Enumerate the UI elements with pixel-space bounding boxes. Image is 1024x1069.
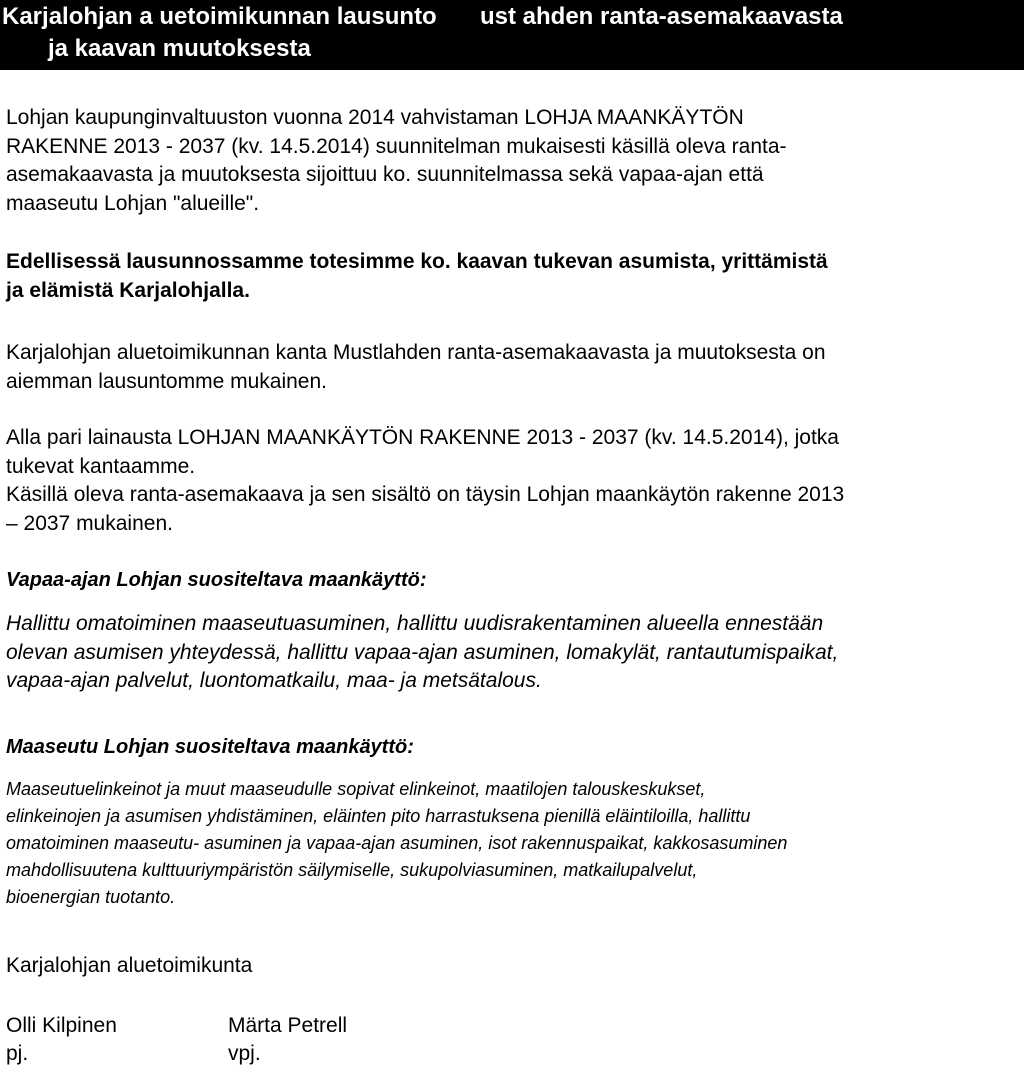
signer2-name: Märta Petrell xyxy=(228,1014,348,1037)
heading-rural-land-use: Maaseutu Lohjan suositeltava maankäyttö: xyxy=(6,736,414,758)
title-block xyxy=(0,0,1024,70)
heading-leisure-land-use: Vapaa-ajan Lohjan suositeltava maankäyttö: xyxy=(6,569,427,591)
paragraph-quotes-intro: Alla pari lainausta LOHJAN MAANKÄYTÖN RAKENNE 2013 - 2037 (kv. 14.5.2014), jotka tukevat kantaamme. Käsillä oleva ranta-asemakaava ja sen sisältö on täysin Lohjan maankäytön rakenne 2013 – 2037 mukainen. xyxy=(6,426,845,535)
paragraph-previous-statement: Edellisessä lausunnossamme totesimme ko. kaavan tukevan asumista, yrittämistä ja elämistä Karjalohjalla. xyxy=(6,250,828,302)
document-title-line1-right: ust ahden ranta-asemakaavasta xyxy=(480,3,843,30)
document-title-line1: Karjalohjan a uetoimikunnan lausunto xyxy=(2,3,437,30)
signer1-role: pj. xyxy=(6,1042,29,1065)
signer2-role: vpj. xyxy=(228,1042,261,1065)
signature-organization: Karjalohjan aluetoimikunta xyxy=(6,954,253,977)
quote-leisure-land-use: Hallittu omatoiminen maaseutuasuminen, hallittu uudisrakentaminen alueella ennestään olevan asumisen yhteydessä, hallittu vapaa-ajan asuminen, lomakylät, rantautumispaikat, vapaa-ajan palvelut, luontomatkailu, maa- ja metsätalous. xyxy=(6,612,839,692)
document-title-line2: ja kaavan muutoksesta xyxy=(48,35,311,62)
quote-rural-land-use: Maaseutuelinkeinot ja muut maaseudulle sopivat elinkeinot, maatilojen talouskeskukset, elinkeinojen ja asumisen yhdistäminen, eläinten pito harrastuksena pienillä eläintiloilla, hallittu omatoiminen maaseutu- asuminen ja vapaa-ajan asuminen, isot rakennuspaikat, kakkosasuminen mahdollisuutena kulttuuriympäristön säilymiselle, sukupolviasuminen, matkailupalvelut, bioenergian tuotanto. xyxy=(6,779,788,907)
signer1-name: Olli Kilpinen xyxy=(6,1014,117,1037)
paragraph-intro: Lohjan kaupunginvaltuuston vuonna 2014 vahvistaman LOHJA MAANKÄYTÖN RAKENNE 2013 - 2037 (kv. 14.5.2014) suunnitelman mukaisesti käsillä oleva ranta- asemakaavasta ja muutoksesta sijoittuu ko. suunnitelmassa sekä vapaa-ajan että maaseutu Lohjan "alueille". xyxy=(6,106,787,215)
paragraph-position: Karjalohjan aluetoimikunnan kanta Mustlahden ranta-asemakaavasta ja muutoksesta on aiemman lausuntomme mukainen. xyxy=(6,341,826,393)
